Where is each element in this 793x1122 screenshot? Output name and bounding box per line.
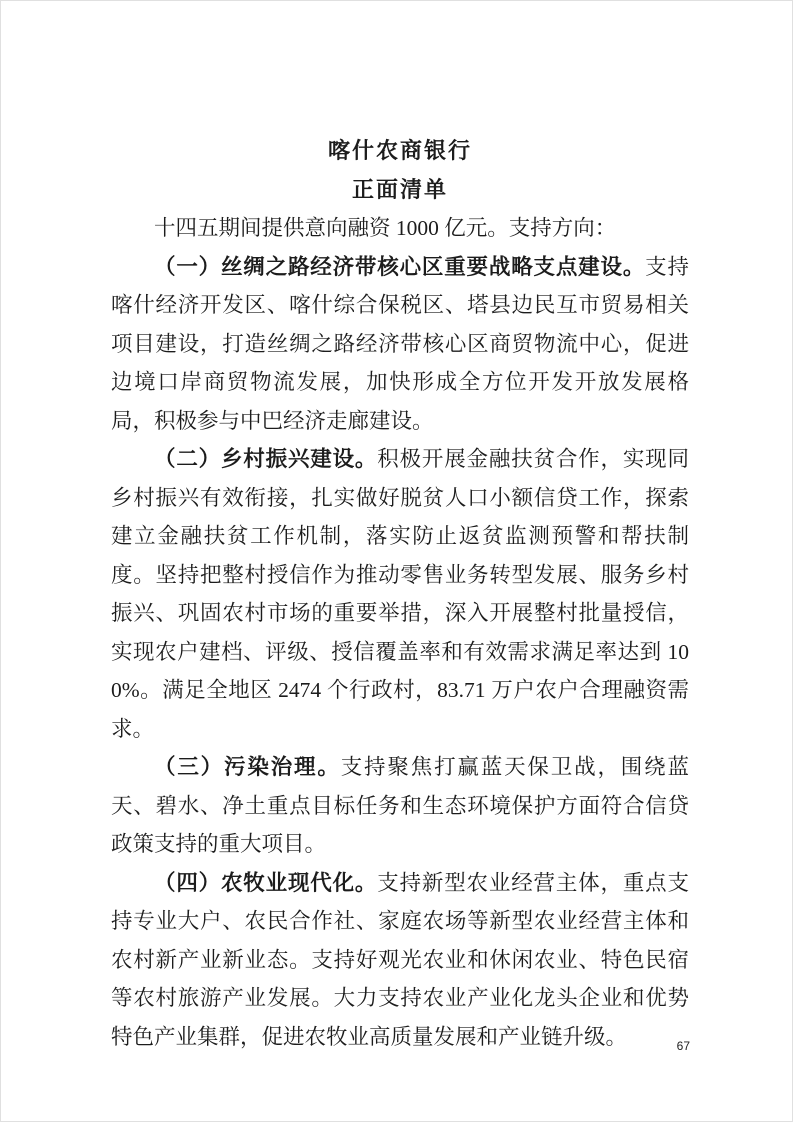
section-body-1: 支持喀什经济开发区、喀什综合保税区、塔县边民互市贸易相关项目建设，打造丝绸之路经济带核心区商贸物流中心，促进边境口岸商贸物流发展，加快形成全方位开发开放发展格局，积极参与中巴经济走廊建设。 bbox=[111, 254, 689, 433]
page-number: 67 bbox=[676, 1039, 690, 1053]
document-subtitle: 正面清单 bbox=[351, 176, 448, 202]
section-heading-2: （二）乡村振兴建设。 bbox=[154, 447, 378, 471]
document-title: 喀什农商银行 bbox=[327, 138, 472, 163]
section-paragraph-3 bbox=[111, 748, 689, 864]
section-body-3: 支持聚焦打赢蓝天保卫战，围绕蓝天、碧水、净土重点目标任务和生态环境保护方面符合信贷政策支持的重大项目。 bbox=[111, 755, 689, 856]
document-content bbox=[111, 132, 689, 1056]
section-paragraph-2 bbox=[111, 440, 689, 748]
section-body-4: 支持新型农业经营主体，重点支持专业大户、农民合作社、家庭农场等新型农业经营主体和农村新产业新业态。支持好观光农业和休闲农业、特色民宿等农村旅游产业发展。大力支持农业产业化龙头企业和优势特色产业集群，促进农牧业高质量发展和产业链升级。 bbox=[111, 870, 689, 1049]
section-heading-3: （三）污染治理。 bbox=[154, 755, 341, 779]
intro-paragraph: 十四五期间提供意向融资 1000 亿元。支持方向： bbox=[154, 216, 617, 240]
section-heading-1: （一）丝绸之路经济带核心区重要战略支点建设。 bbox=[154, 254, 646, 279]
section-body-2: 积极开展金融扶贫合作，实现同乡村振兴有效衔接，扎实做好脱贫人口小额信贷工作，探索建立金融扶贫工作机制，落实防止返贫监测预警和帮扶制度。坚持把整村授信作为推动零售业务转型发展、服务乡村振兴、巩固农村市场的重要举措，深入开展整村批量授信，实现农户建档、评级、授信覆盖率和有效需求满足率达到 100%。满足全地区 2474 个行政村，83.71 万户农户合理融资需求。 bbox=[111, 447, 689, 741]
section-heading-4: （四）农牧业现代化。 bbox=[154, 870, 378, 895]
section-paragraph-1 bbox=[111, 248, 689, 441]
section-paragraph-4 bbox=[111, 864, 689, 1057]
